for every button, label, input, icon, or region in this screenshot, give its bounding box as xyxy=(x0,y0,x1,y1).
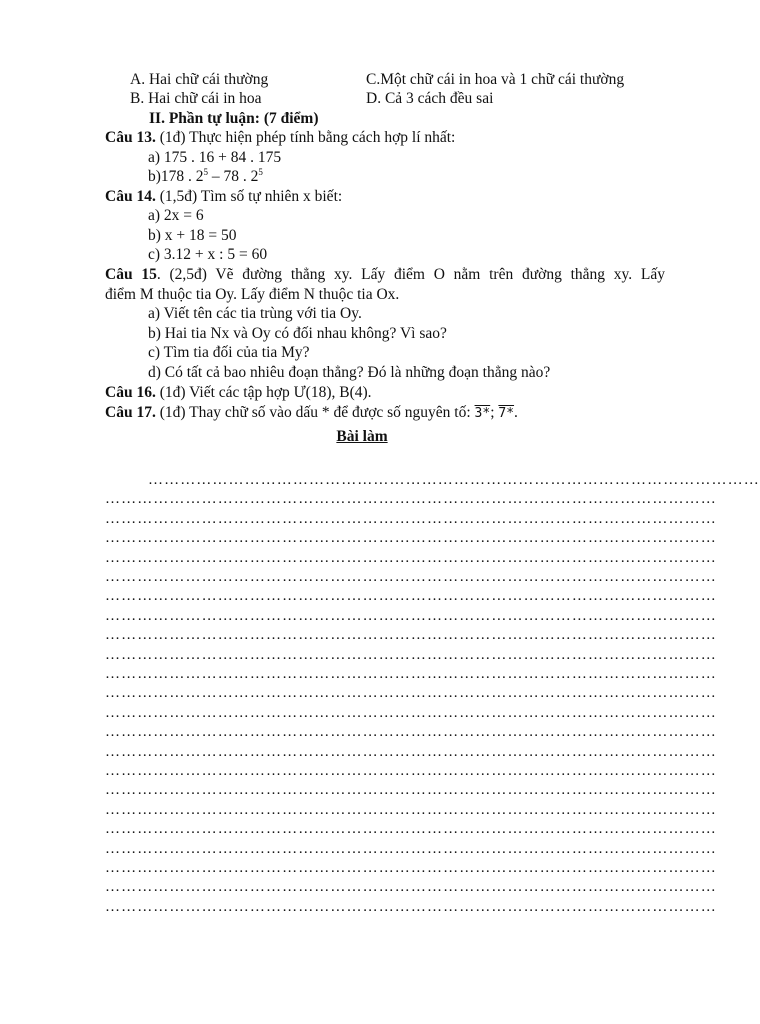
answer-line: …………………………………………………………………………………………………… xyxy=(105,530,717,547)
question-16 xyxy=(105,383,372,403)
question-16-label: Câu 16. xyxy=(105,384,156,401)
question-14-b: b) x + 18 = 50 xyxy=(148,227,237,244)
question-17 xyxy=(105,403,518,424)
question-15 xyxy=(105,265,665,285)
question-17-separator: ; xyxy=(490,404,499,421)
question-14-text: (1,5đ) Tìm số tự nhiên x biết: xyxy=(155,188,343,205)
answer-line: …………………………………………………………………………………………………… xyxy=(105,549,717,566)
answer-line: …………………………………………………………………………………………………… xyxy=(105,724,717,741)
answer-line: …………………………………………………………………………………………………… xyxy=(105,685,717,702)
answer-line: …………………………………………………………………………………………………… xyxy=(105,821,717,838)
question-14-c: c) 3.12 + x : 5 = 60 xyxy=(148,246,268,263)
answer-line: …………………………………………………………………………………………………… xyxy=(105,860,717,876)
option-d: D. Cả 3 cách đều sai xyxy=(366,90,494,107)
answer-line: …………………………………………………………………………………………………… xyxy=(105,879,717,896)
answer-line: …………………………………………………………………………………………………… xyxy=(105,898,717,915)
question-13-text: (1đ) Thực hiện phép tính bằng cách hợp lí nhất: xyxy=(155,129,456,146)
question-13-b xyxy=(148,167,263,187)
answer-heading-row xyxy=(0,428,724,446)
question-15-a: a) Viết tên các tia trùng với tia Oy. xyxy=(148,305,362,322)
answer-line: …………………………………………………………………………………………………… xyxy=(105,510,717,527)
answer-line: …………………………………………………………………………………………………… xyxy=(148,472,760,488)
option-b: B. Hai chữ cái in hoa xyxy=(130,90,262,107)
question-14-label: Câu 14. xyxy=(105,188,156,205)
question-17-label: Câu 17. xyxy=(105,404,156,421)
answer-line: …………………………………………………………………………………………………… xyxy=(105,763,717,779)
number-3-star: 3* xyxy=(474,406,491,421)
question-15-b: b) Hai tia Nx và Oy có đối nhau không? Vì sao? xyxy=(148,325,447,342)
question-15-text-1: . (2,5đ) Vẽ đường thẳng xy. Lấy điểm O nằm trên đường thẳng xy. Lấy xyxy=(156,266,665,283)
answer-line: …………………………………………………………………………………………………… xyxy=(105,627,717,644)
question-15-label: Câu 15 xyxy=(105,266,157,283)
answer-line: …………………………………………………………………………………………………… xyxy=(105,607,717,624)
section-2-title: II. Phần tự luận: (7 điểm) xyxy=(149,110,319,127)
q13b-middle: – 78 . 2 xyxy=(208,168,259,185)
answer-line: …………………………………………………………………………………………………… xyxy=(105,491,717,508)
question-15-text-2: điểm M thuộc tia Oy. Lấy điểm N thuộc tia Ox. xyxy=(105,286,400,303)
option-a: A. Hai chữ cái thường xyxy=(130,71,269,88)
q13b-exponent-1: 5 xyxy=(203,167,209,177)
answer-line: …………………………………………………………………………………………………… xyxy=(105,569,717,585)
q13b-prefix: b)178 . 2 xyxy=(148,168,204,185)
answer-line: …………………………………………………………………………………………………… xyxy=(105,704,717,721)
question-13-a: a) 175 . 16 + 84 . 175 xyxy=(148,149,282,166)
option-c: C.Một chữ cái in hoa và 1 chữ cái thường xyxy=(366,71,625,88)
question-13 xyxy=(105,128,455,148)
answer-line: …………………………………………………………………………………………………… xyxy=(105,782,717,799)
answer-line: …………………………………………………………………………………………………… xyxy=(105,588,717,605)
answer-line: …………………………………………………………………………………………………… xyxy=(105,801,717,818)
question-15-d: d) Có tất cả bao nhiêu đoạn thẳng? Đó là những đoạn thẳng nào? xyxy=(148,364,551,381)
answer-line: …………………………………………………………………………………………………… xyxy=(105,743,717,760)
answer-line: …………………………………………………………………………………………………… xyxy=(105,840,717,857)
question-13-label: Câu 13. xyxy=(105,129,156,146)
answer-line: …………………………………………………………………………………………………… xyxy=(105,646,717,663)
number-7-star: 7* xyxy=(498,406,515,421)
question-15-c: c) Tìm tia đối của tia My? xyxy=(148,344,310,361)
q13b-exponent-2: 5 xyxy=(258,167,263,177)
answer-line: …………………………………………………………………………………………………… xyxy=(105,666,717,682)
question-17-end: . xyxy=(514,404,518,421)
question-17-text: (1đ) Thay chữ số vào dấu * để được số nguyên tố: xyxy=(155,404,475,421)
answer-heading: Bài làm xyxy=(336,428,388,445)
question-16-text: (1đ) Viết các tập hợp Ư(18), B(4). xyxy=(155,384,372,401)
question-14 xyxy=(105,187,342,207)
question-14-a: a) 2x = 6 xyxy=(148,207,204,224)
